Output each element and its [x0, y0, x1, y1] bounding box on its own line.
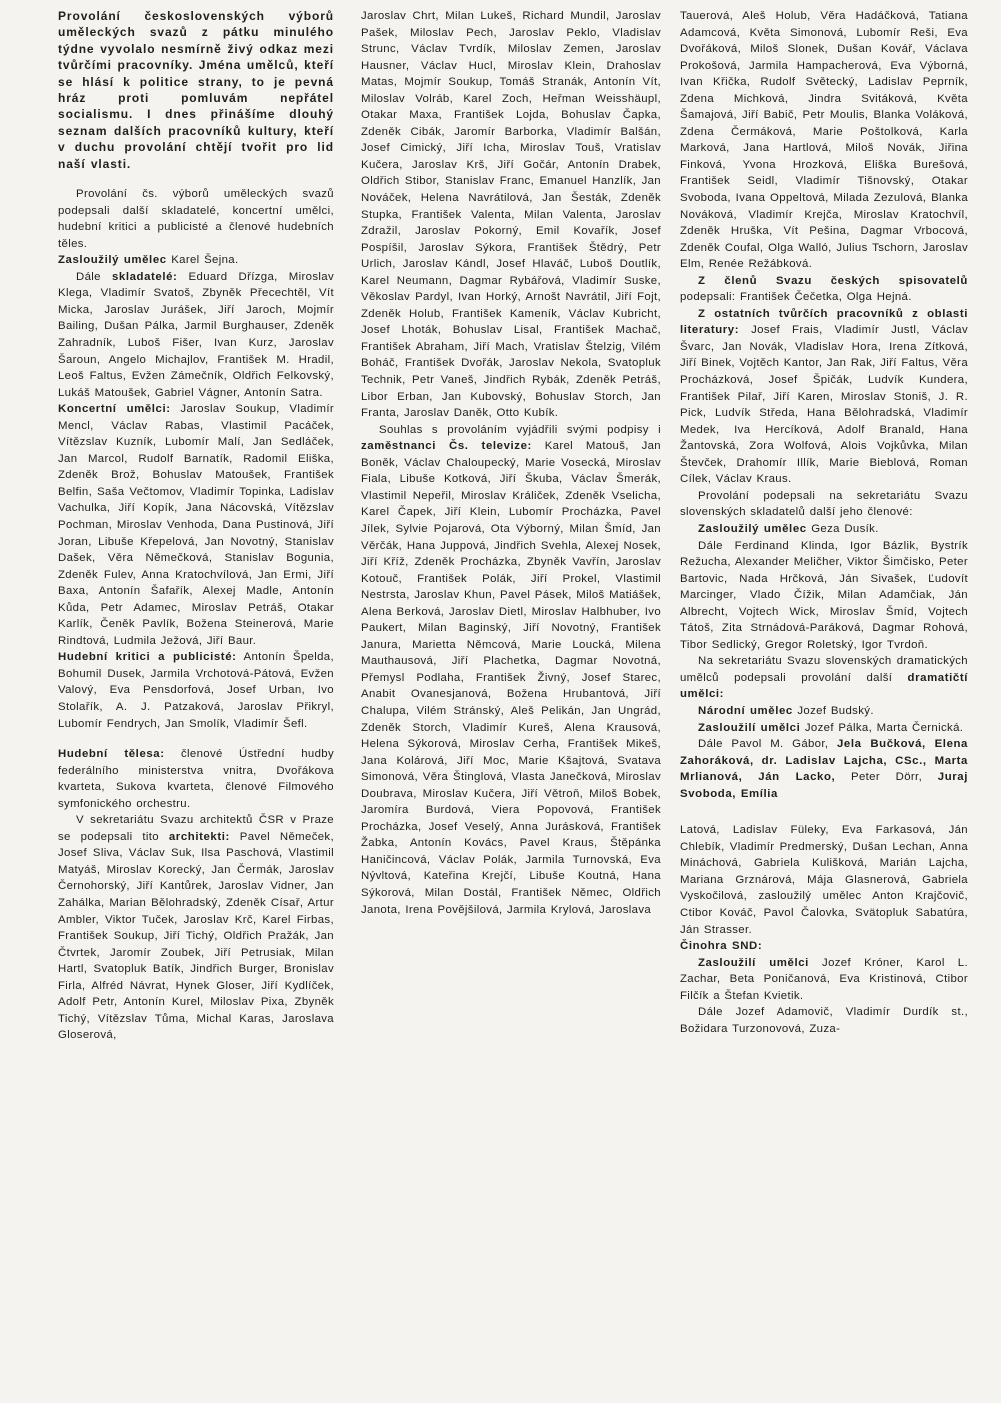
text-dale-3-pre: Dále Pavol M. Gábor, — [698, 738, 837, 751]
label-cinohra-zasluzili: Zasloužilí umělci — [698, 956, 809, 969]
text-cinohra: Jozef Króner, Karol L. Zachar, Beta Poničanová, Eva Kristinová, Ctibor Filčík a Štefan Kvietik. — [680, 956, 968, 1002]
text-dale-3-bold-1: Jela Bučková, Elena Zahoráková, dr. Ladislav Lajcha, CSc., Marta Mrlianová, Ján Lacko, — [680, 738, 968, 784]
text-ostatni: Josef Frais, Vladimír Justl, Václav Švarc, Jan Novák, Vladislav Hora, Irena Zítková, Jiří Binek, Vojtěch Kantor, Jan Rak, Jiří Faltus, Věra Procházková, Josef Špičák, Ludvík Kundera, František Pilař, Jiří Karen, Miroslav Stoniš, J. R. Pick, Ludvík Středa, Hana Bělohradská, Vladimír Medek, Iva Hercíková, Adolf Branald, Hana Žantovská, Zora Wolfová, Alois Vojkůvka, Milan Števček, Drahomír Illík, Marie Bieblová, Roman Cílek, Václav Kraus. — [680, 324, 968, 486]
paragraph-zasluzily-2 — [680, 521, 968, 538]
paragraph-intro-musicians: Provolání čs. výborů uměleckých svazů podepsali další skladatelé, koncertní umělci, hudební kritici a publicisté a členové hudebních těles. — [58, 188, 334, 250]
text-architekti-pre: V sekretariátu Svazu architektů ČSR v Praze se podepsali tito — [58, 814, 334, 843]
paragraph-zasluzily — [58, 252, 334, 269]
label-zasluzily: Zasloužilý umělec — [58, 254, 167, 267]
text-zasluzili-3: Jozef Pálka, Marta Černická. — [800, 721, 964, 734]
label-dramaticti: dramatičtí umělci: — [680, 671, 968, 701]
text-dale-3-mid: Peter Dörr, — [835, 771, 938, 784]
text-dramaticti-pre: Na sekretariátu Svazu slovenských dramatických umělců podepsali provolání další — [680, 655, 968, 684]
text-telesa: členové Ústřední hudby federálního ministerstva vnitra, Dvořákova kvarteta, Sukova kvarteta, členové Filmového symfonického orchestru. — [58, 748, 334, 810]
paragraph-cinohra-heading — [680, 938, 968, 955]
text-spisovatele: podepsali: František Čečetka, Olga Hejná. — [680, 291, 912, 304]
label-ostatni: Z ostatních tvůrčích pracovníků z oblasti literatury: — [680, 307, 968, 337]
text-kritici: Antonín Špelda, Bohumil Dusek, Jarmila Vrchotová-Pátová, Evžen Valový, Eva Pensdorfová, Josef Urban, Ivo Stolařík, A. J. Patzaková, Jaroslav Přikryl, Lubomír Fendrych, Jan Smolík, Vladimír Šefl. — [58, 651, 334, 730]
label-spisovatele: Z členů Svazu českých spisovatelů — [698, 274, 968, 287]
label-telesa: Hudební tělesa: — [58, 748, 165, 761]
column-1 — [58, 8, 334, 1383]
label-architekti: architekti: — [168, 830, 230, 843]
text-narodni: Jozef Budský. — [792, 704, 874, 717]
paragraph-narodni — [680, 703, 968, 720]
intro-paragraph: Provolání československých výborů uměleckých svazů z pátku minulého týdne vyvolalo nesmírně živý odkaz mezi tvůrčími pracovníky. Jména umělců, kteří se hlásí k politice strany, to je pevná hráz proti pomluvám nepřátel socialismu. I dnes přinášíme dlouhý seznam dalších pracovníků kultury, kteří v duchu provolání chtějí tvořit pro lid naší vlasti. — [58, 9, 334, 171]
text-zasluzily-2: Geza Dusík. — [806, 522, 879, 535]
spacer — [680, 802, 968, 822]
column-3 — [680, 8, 968, 1383]
label-cinohra: Činohra SND: — [680, 940, 763, 953]
paragraph-dramaticti — [680, 653, 968, 703]
paragraph-zasluzili-3 — [680, 720, 968, 737]
label-zasluzili-3: Zasloužilí umělci — [698, 721, 801, 734]
text-zasluzily: Karel Šejna. — [166, 254, 239, 267]
label-skladatele: skladatelé: — [111, 270, 178, 283]
paragraph-televize-cont: Tauerová, Aleš Holub, Věra Hadáčková, Tatiana Adamcová, Květa Simonová, Lubomír Reši, Eva Dvořáková, Miloš Slonek, Dušan Kovář, Václava Prokošová, Jarmila Hampacherová, Eva Výborná, Ivan Křička, Rudolf Světecký, Ladislav Peprník, Zdena Michková, Jindra Svitáková, Květa Šamajová, Jiří Babič, Petr Moulis, Blanka Voláková, Zdena Čermáková, Marie Poštolková, Karla Marková, Jana Hartlová, Miloš Novák, Jiřina Finková, Yvona Hrozková, Eliška Burešová, František Seidl, Vladimír Tišnovský, Otakar Svoboda, Ivana Oppeltová, Milada Zezulová, Blanka Nováková, Vladimír Krejča, Miroslav Kratochvíl, Zdeněk Hruška, Vít Pešina, Dagmar Vrbocová, Zdeněk Coufal, Olga Walló, Julius Tschorn, Jaroslav Elm, Renée Režábková. — [680, 10, 968, 271]
paragraph-ostatni — [680, 306, 968, 488]
paragraph-dramaticti-cont: Latová, Ladislav Füleky, Eva Farkasová, Ján Chlebík, Vladimír Predmerský, Dušan Lechan, Anna Mináchová, Gabriela Kulišková, Marián Lajcha, Mariana Grznárová, Mája Glasnerová, Gabriela Vyskočilová, zasloužilý umělec Anton Krajčovič, Ctibor Kováč, Pavol Čalovka, Svätopluk Sabatúra, Ján Strasser. — [680, 824, 968, 936]
label-televize: zaměstnanci Čs. televize: — [361, 440, 532, 453]
label-zasluzily-2: Zasloužilý umělec — [698, 522, 807, 535]
label-kritici: Hudební kritici a publicisté: — [58, 651, 237, 664]
paragraph-kritici — [58, 649, 334, 732]
column-2 — [361, 8, 661, 1383]
paragraph-slovensti-skladatele: Provolání podepsali na sekretariátu Svazu slovenských skladatelů další jeho členové: — [680, 489, 968, 519]
paragraph-skladatele — [58, 269, 334, 401]
text-televize: Karel Matouš, Jan Boněk, Václav Chaloupecký, Marie Vosecká, Miroslav Fiala, Libuše Kotková, Jiří Škuba, Václav Šmerák, Vlastimil Nepeřil, Miroslav Králiček, Zdeněk Vselicha, Karel Čapek, Jiří Klein, Lubomír Procházka, Pavel Jílek, Sylvie Pojarová, Ota Výborný, Milan Šmíd, Jan Věrčák, Hana Juppová, Jindřich Svehla, Alexej Nosek, Jiří Kříž, Zdeněk Procházka, Zbyněk Vavřín, Jaroslav Kotouč, František Polák, Jiří Prokel, Vlastimil Nestrsta, Jaroslav Khun, Pavel Pásek, Miloš Matiášek, Alena Berková, Jaroslav Dietl, Miroslav Halbhuber, Ivo Paukert, Milan Baginský, Jiří Novotný, František Janura, Marietta Němcová, Marie Loucká, Milena Mauthausová, Jiří Plachetka, Dagmar Novotná, Přemysl Podlaha, František Živný, Josef Starec, Anabit Ovanesjanová, Božena Hrubantová, Jiří Chalupa, Vilém Stránský, Aleš Pelikán, Jan Ungrád, Zdeněk Storch, Vladimír Kureš, Alena Krausová, Helena Sýkorová, Miroslav Cerha, František Mikeš, Jana Kolárová, Jiří Moc, Marie Kšajtová, Svatava Simonová, Věra Štinglová, Vlasta Janečková, Miroslav Doubrava, Miroslav Kučera, Jiří Větroň, Miloš Bobek, Jaromíra Burdová, Viera Popovová, František Procházka, Josef Veselý, Anna Jurásková, František Žabka, Antonín Kovács, Pavel Kraus, Štěpánka Haničincová, Václav Polák, Jarmila Turnovská, Eva Nývltová, Kateřina Krejčí, Libuše Koutná, Hana Sýkorová, Milan Dostál, František Němec, Oldřich Janota, Irena Povějšilová, Jarmila Krylová, Jaroslava — [361, 440, 661, 916]
text-televize-pre: Souhlas s provoláním vyjádřili svými podpisy i — [379, 423, 661, 436]
text-dale: Dále — [76, 270, 112, 283]
text-architekti: Pavel Němeček, Josef Sliva, Václav Suk, Ilsa Paschová, Vlastimil Matyáš, Miroslav Korecký, Jan Čermák, Jaroslav Černohorský, Jiří Kantůrek, Jaroslav Vidner, Jan Zahálka, Marian Bělohradský, Zdeněk Císař, Artur Ambler, Viktor Tuček, Jaroslav Krč, Karel Firbas, František Soukup, Jiří Tichý, Oldřich Pražák, Jan Čtvrtek, Jaromír Zoubek, Jiří Petrusiak, Milan Hartl, Svatopluk Batík, Jindřich Burger, Bronislav Firla, Alfréd Návrat, Hynek Gloser, Jiří Kydlíček, Adolf Petr, Antonín Kurel, Miloslav Pixa, Zbyněk Tichý, Vítězslav Tůma, Michal Karas, Jaroslava Gloserová, — [58, 830, 334, 1042]
paragraph-last: Dále Jozef Adamovič, Vladimír Durdík st., Božidara Turzonovová, Zuza- — [680, 1006, 968, 1035]
label-narodni: Národní umělec — [698, 704, 793, 717]
text-skladatele: Eduard Dřízga, Miroslav Klega, Vladimír Svatoš, Zbyněk Přecechtěl, Vít Micka, Jaroslav Jurášek, Jiří Jaroch, Mojmír Bailing, Dušan Pálka, Jarmil Burghauser, Zdeněk Zahradník, Luboš Fišer, Ivan Kurz, Jaroslav Šaroun, Angelo Michajlov, František M. Hradil, Leoš Faltus, Evžen Zámečník, Oldřich Felkovský, Lukáš Matoušek, Gabriel Vágner, Antonín Satra. — [58, 270, 334, 399]
paragraph-spisovatele — [680, 273, 968, 306]
text-dale-3-bold-2: Juraj Svoboda, Emília — [680, 771, 968, 800]
label-koncertni: Koncertní umělci: — [58, 403, 171, 416]
paragraph-dale-3 — [680, 736, 968, 802]
paragraph-architekti-cont: Jaroslav Chrt, Milan Lukeš, Richard Mundil, Jaroslav Pašek, Miloslav Pech, Jaroslav Peklo, Vladislav Strunc, Václav Tvrdík, Miloslav Zemen, Jaroslav Hausner, Václav Hucl, Miroslav Klein, Drahoslav Matas, Mojmír Soukup, Tomáš Stranák, Antonín Vít, Miloslav Volráb, Karel Zoch, Heřman Weisshäupl, Otakar Maxa, František Lojda, Bohuslav Čapka, Zdeněk Cibák, Jaromír Barborka, Vladimír Balšán, Josef Cimický, Jiří Icha, Miroslav Touš, Vratislav Kučera, Jaroslav Krš, Jiří Gočár, Antonín Drabek, Oldřich Stibor, Stanislav Franc, Emanuel Hanzlík, Jan Nováček, Helena Navrátilová, Jan Šesták, Zdeněk Stupka, František Valenta, Milan Valenta, Jaroslav Zdražil, Jaroslav Pokorný, Emil Kovařík, Josef Pospíšil, Jaroslav Sýkora, František Štědrý, Petr Urlich, Jaroslav Kándl, Josef Hlaváč, Luboš Doutlík, Karel Neumann, Dagmar Rybářová, Vladimír Suske, Věkoslav Pardyl, Ivan Horký, Arnošt Navrátil, Jiří Fojt, Zdeněk Holub, František Kameník, Václav Kubricht, Josef Lhoták, Bohuslav Lisal, František Machač, František Abraham, Jiří Mach, Vratislav Štelzig, Vilém Boháč, František Dvořák, Jaroslav Nekola, Svatopluk Technik, Petr Vaneš, Jindřich Rybák, Zdeněk Petráš, Libor Erban, Jan Kubovský, Bohuslav Storch, Jan Franta, Jaroslav Daněk, Otto Kubík. — [361, 10, 661, 420]
paragraph-telesa — [58, 746, 334, 812]
paragraph-koncertni — [58, 401, 334, 649]
spacer — [58, 732, 334, 746]
paragraph-televize — [361, 422, 661, 918]
paragraph-cinohra — [680, 955, 968, 1005]
text-koncertni: Jaroslav Soukup, Vladimír Mencl, Václav Rabas, Vlastimil Pacáček, Vítězslav Kuzník, Lubomír Malí, Jan Sedláček, Jan Marcol, Rudolf Barnatík, Radomil Eliška, Zdeněk Brož, Bohuslav Matoušek, František Belfin, Saša Večtomov, Vladimír Topinka, Ladislav Vachulka, Jiří Kopík, Jana Nácovská, Vítězslav Pochman, Miroslav Venhoda, Dana Pustinová, Jiří Joran, Libuše Křepelová, Jan Novotný, Stanislav Dašek, Věra Němečková, Stanislav Bogunia, Zdeněk Fulev, Anna Kratochvílová, Jan Ermi, Jiří Baxa, Antonín Šafařík, Alexej Madle, Antonín Kůda, Petr Adamec, Miroslav Petráš, Otakar Karlík, Čeněk Pavlík, Božena Steinerová, Marie Rindtová, Ludmila Ježová, Jiří Baur. — [58, 403, 334, 647]
paragraph-architekti — [58, 812, 334, 1044]
paragraph-dale-2: Dále Ferdinand Klinda, Igor Bázlik, Bystrík Režucha, Alexander Meličher, Viktor Šimčisko, Peter Bartovic, Nada Hrčková, Ján Sivašek, Ľudovít Marcinger, Vlado Čížik, Milan Adamčiak, Ján Albrecht, Vojtech Wick, Miroslav Šmíd, Vojtech Tátoš, Zita Strnádová-Paráková, Dagmar Rohová, Tibor Sedlický, Gregor Roletský, Igor Tvrdoň. — [680, 539, 968, 651]
